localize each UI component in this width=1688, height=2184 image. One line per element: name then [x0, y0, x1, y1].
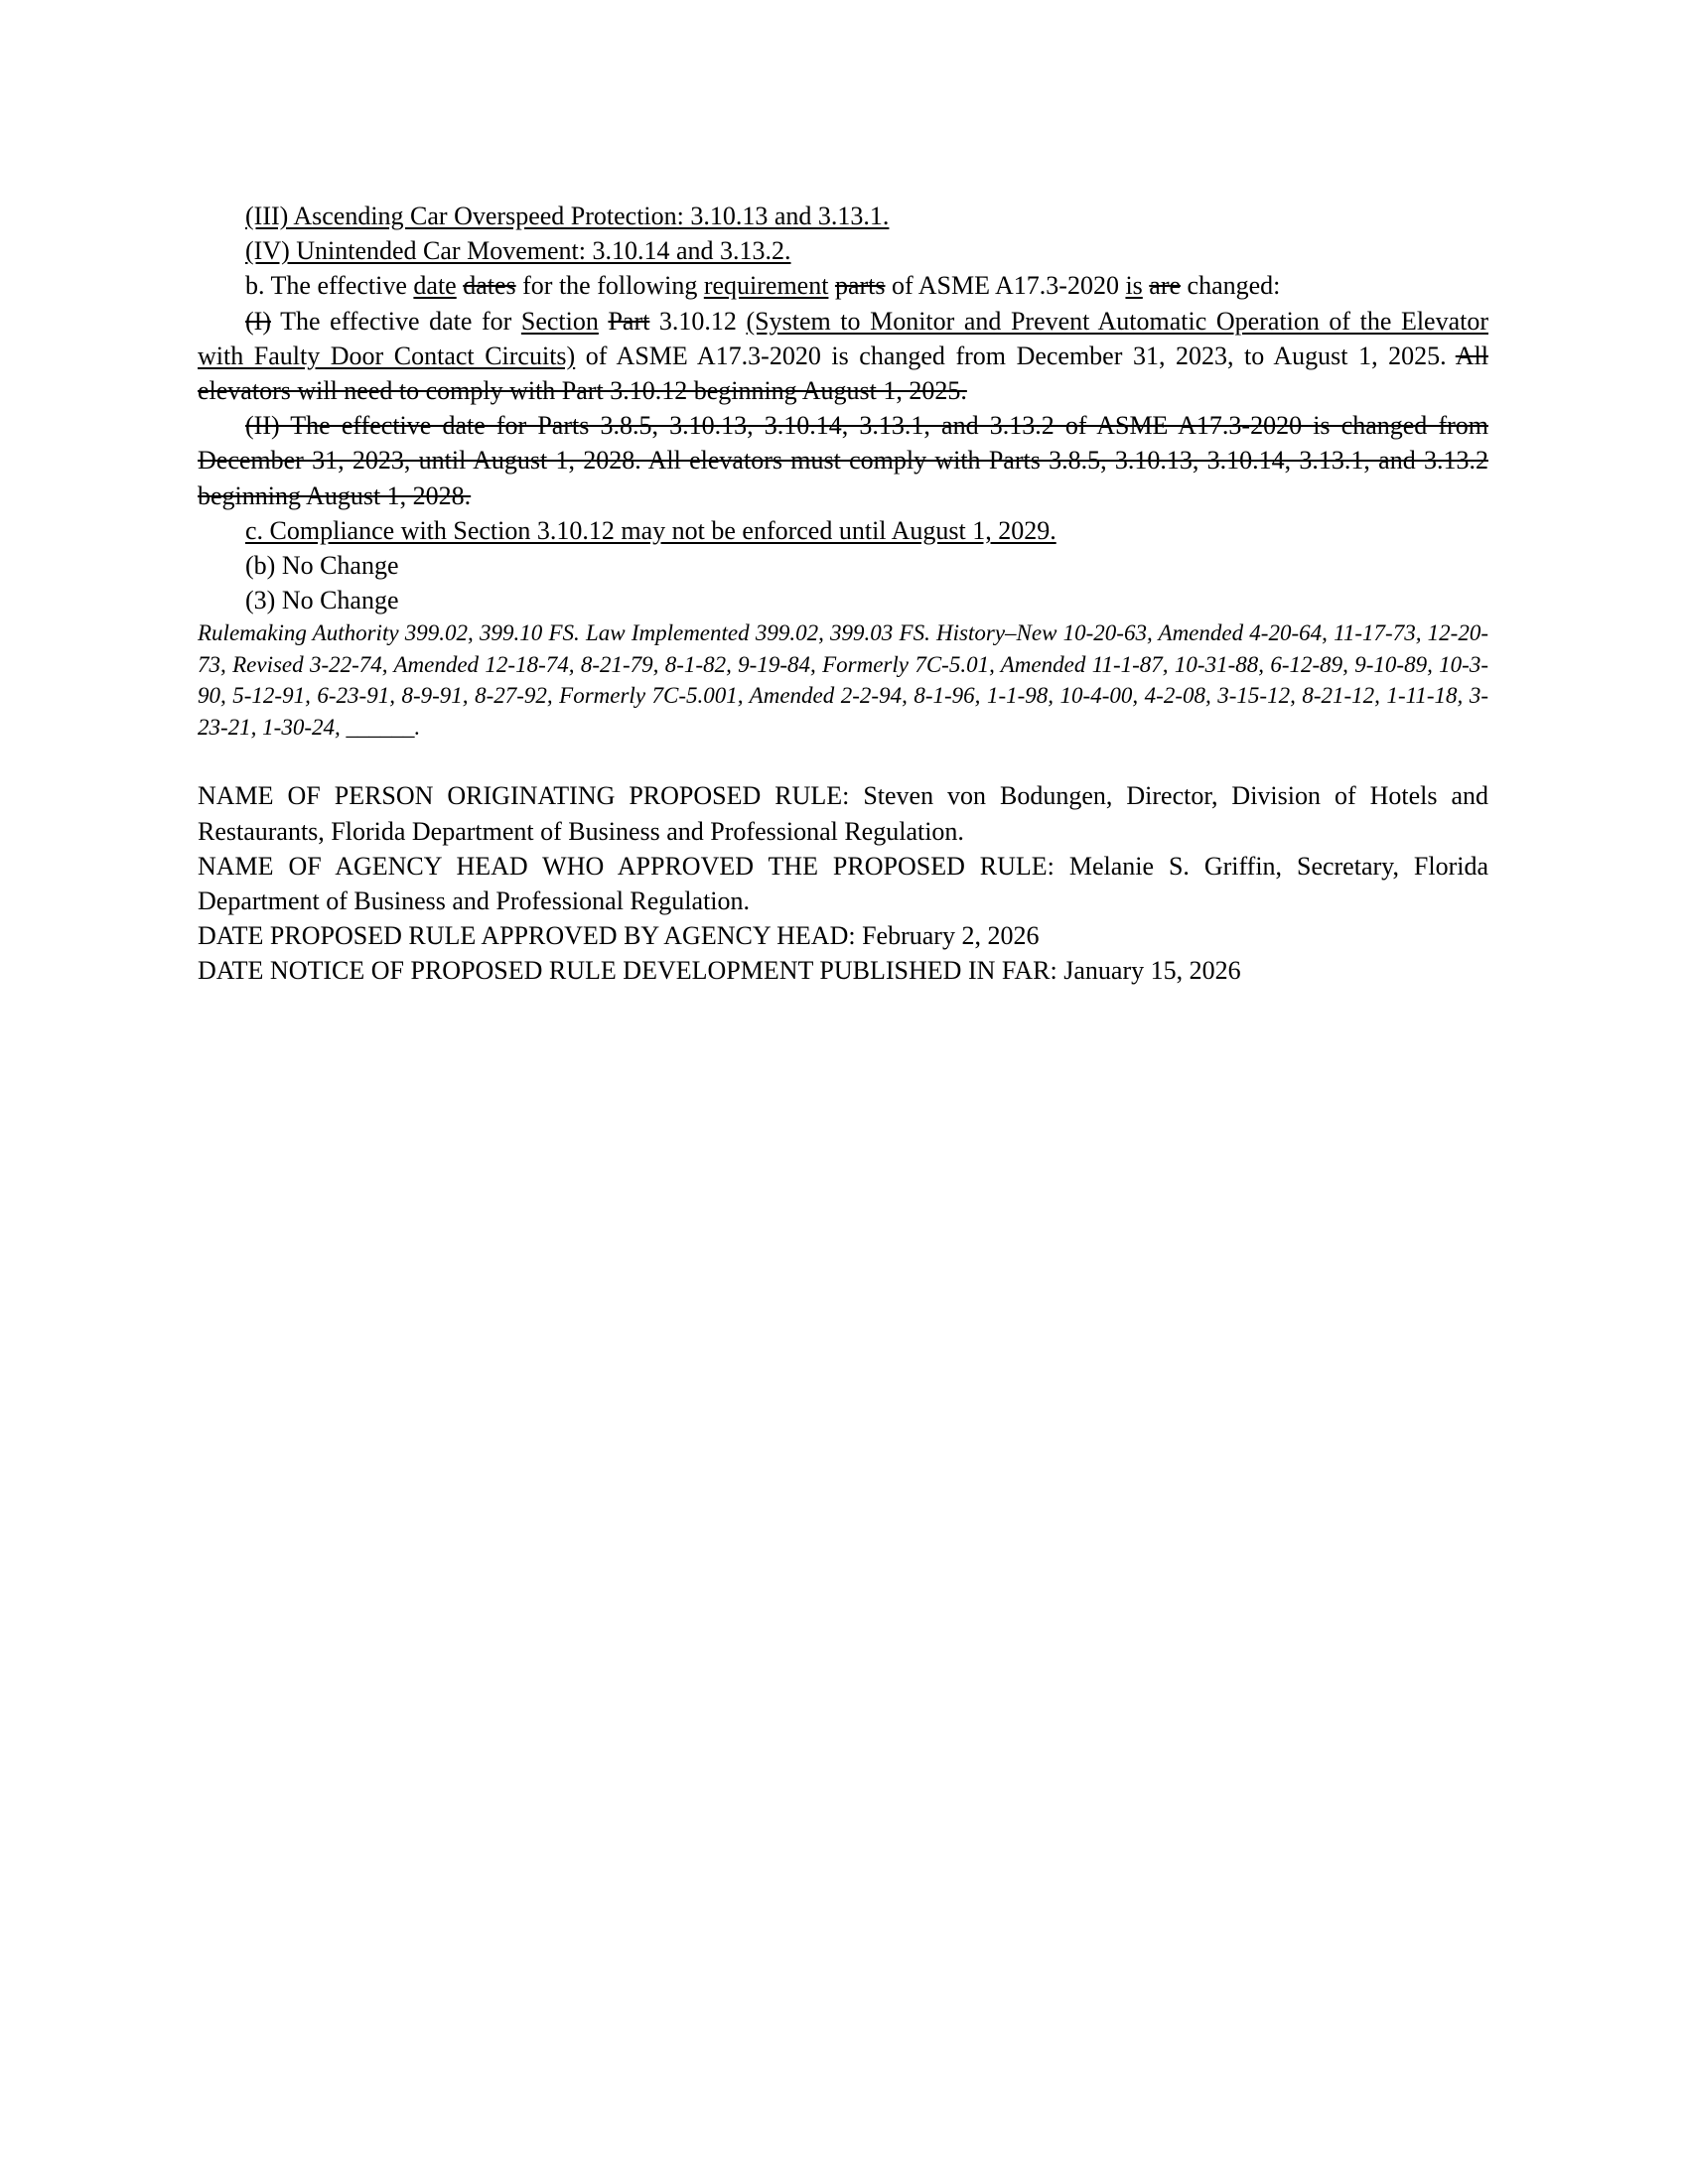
- originator-line: NAME OF PERSON ORIGINATING PROPOSED RULE: Steven von Bodungen, Director, Division of Hotels and Restaurants, Florida Department of Business and Professional Regulation.: [198, 781, 1488, 846]
- deleted-part: Part: [608, 306, 650, 336]
- no-change-b: (b) No Change: [245, 551, 399, 581]
- inserted-system-description: (System to Monitor and Prevent Automatic Operation of the Elevator with Faulty Door Contact Circuits): [198, 306, 1489, 370]
- item-iv-text: (IV) Unintended Car Movement: 3.10.14 and 3.13.2.: [245, 236, 791, 266]
- para-b-of-asme: of ASME A17.3-2020: [885, 271, 1126, 301]
- paragraph-b: [198, 268, 1488, 303]
- deleted-numeral-i: (I): [245, 306, 271, 336]
- inserted-section: Section: [520, 306, 599, 336]
- para-i-text-1: The effective date for: [270, 306, 521, 336]
- para-b-for-following: for the following: [515, 271, 704, 301]
- deleted-comply-sentence: All elevators will need to comply with Part 3.10.12 beginning August 1, 2025.: [198, 341, 1488, 406]
- approved-date-line: DATE PROPOSED RULE APPROVED BY AGENCY HEAD: February 2, 2026: [198, 921, 1040, 951]
- no-change-3: (3) No Change: [245, 586, 399, 615]
- item-iii-text: (III) Ascending Car Overspeed Protection: 3.10.13 and 3.13.1.: [245, 202, 890, 230]
- inserted-paragraph-c: c. Compliance with Section 3.10.12 may not be enforced until August 1, 2029.: [245, 515, 1056, 545]
- inserted-requirement: requirement: [703, 271, 829, 301]
- notice-date-line: DATE NOTICE OF PROPOSED RULE DEVELOPMENT PUBLISHED IN FAR: January 15, 2026: [198, 956, 1241, 986]
- deleted-parts: parts: [834, 271, 886, 301]
- para-b-changed: changed:: [1181, 271, 1281, 301]
- para-b-prefix: b. The effective: [245, 271, 414, 301]
- para-i-text-3: of ASME A17.3-2020 is changed from December 31, 2023, to August 1, 2025.: [575, 341, 1456, 370]
- deleted-paragraph-ii: (II) The effective date for Parts 3.8.5, 3.10.13, 3.10.14, 3.13.1, and 3.13.2 of ASME A17.3-2020 is changed from December 31, 2023, until August 1, 2028. All elevators must comply with Parts 3.8.5, 3.10.13, 3.10.14, 3.13.1, and 3.13.2 beginning August 1, 2028.: [198, 411, 1488, 510]
- approval-block: [198, 778, 1488, 988]
- paragraph-i: [198, 304, 1488, 409]
- rule-text-body: [198, 199, 1488, 989]
- rulemaking-authority: Rulemaking Authority 399.02, 399.10 FS. Law Implemented 399.02, 399.03 FS. History–New 10-20-63, Amended 4-20-64, 11-17-73, 12-20-73, Revised 3-22-74, Amended 12-18-74, 8-21-79, 8-1-82, 9-19-84, Formerly 7C-5.01, Amended 11-1-87, 10-31-88, 6-12-89, 9-10-89, 10-3-90, 5-12-91, 6-23-91, 8-9-91, 8-27-92, Formerly 7C-5.001, Amended 2-2-94, 8-1-96, 1-1-98, 10-4-00, 4-2-08, 3-15-12, 8-21-12, 1-11-18, 3-23-21, 1-30-24, ______.: [198, 620, 1488, 740]
- paragraph-ii-deleted: [198, 408, 1488, 513]
- paragraph-c: [198, 513, 1488, 548]
- deleted-are: are: [1149, 271, 1182, 301]
- inserted-date: date: [413, 271, 457, 301]
- deleted-dates: dates: [463, 271, 516, 301]
- item-iii: [198, 199, 1488, 233]
- agency-head-line: NAME OF AGENCY HEAD WHO APPROVED THE PROPOSED RULE: Melanie S. Griffin, Secretary, Florida Department of Business and Professional Regulation.: [198, 851, 1488, 916]
- item-iv: [198, 233, 1488, 268]
- inserted-is: is: [1125, 271, 1143, 301]
- para-i-text-2: 3.10.12: [649, 306, 747, 336]
